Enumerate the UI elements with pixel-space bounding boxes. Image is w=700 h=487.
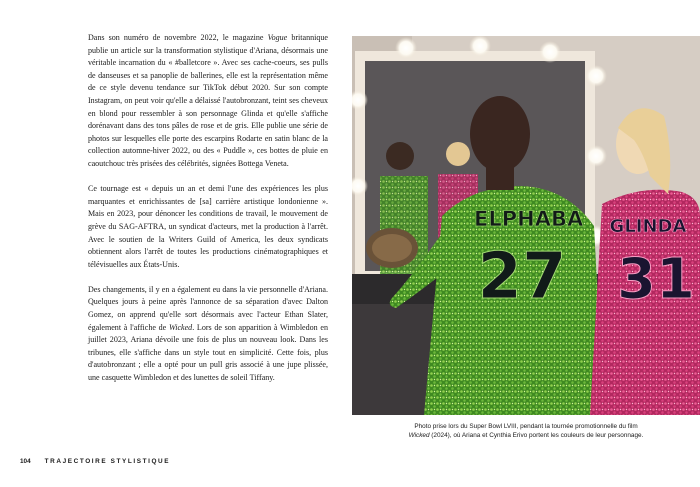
jersey-right-name: GLINDA xyxy=(609,216,687,237)
paragraph-1: Dans son numéro de novembre 2022, le magazine Vogue britannique publie un article sur la transformation stylistique d'Ariana, désormais une véritable incarnation du « #balletcore ». Avec ses cache-coeurs, ses pulls de danseuses et sa panoplie de ballerines, elle est la représentation même de ce style devenu tendance sur TikTok début 2020. Sur son compte Instagram, on peut voir qu'elle a délaissé l'autobronzant, teint ses cheveux en blond pour ressembler à son personnage Glinda et qu'elle s'affiche dorénavant dans des tons pâles de rose et de gris. Elle publie une série de photos sur lesquelles elle porte des escarpins Rodarte en satin blanc de la collection automne-hiver 2022, ou des « Puddle », ces bottes de pluie en caoutchouc très prisées des célébrités, signées Bottega Veneta. xyxy=(88,33,328,168)
caption-line-2 xyxy=(352,431,700,440)
paragraph-2: Ce tournage est « depuis un an et demi l'une des expériences les plus marquantes et enrichissantes de [sa] carrière artistique londonienne ». Mais en 2023, pour dénoncer les conditions de travail, le mouvement de grève du SAG-AFTRA, un syndicat d'acteurs, met la production à l'arrêt. Avec le soutien de la Writers Guild of America, les deux syndicats obtiennent alors l'arrêt de toutes les productions cinématographiques et télévisuelles aux États-Unis. xyxy=(88,184,328,269)
photo-caption xyxy=(352,422,700,441)
jersey-right-number: 31 xyxy=(617,247,695,312)
article-text-column xyxy=(88,32,328,385)
paragraph-3: Des changements, il y en a également eu dans la vie personnelle d'Ariana. Quelques jours à peine après l'annonce de sa séparation d'avec Dalton Gomez, on apprend qu'elle sort désormais avec l'acteur Ethan Slater, également à l'affiche de Wicked. Lors de son apparition à Wimbledon en juillet 2023, Ariana dévoile une fois de plus un nouveau look. Dans les tribunes, elle s'affiche dans un style tout en simplicité. Cette fois, plus d'autobronzant ; elle a opté pour un pull gris associé à une jupe plissée, une casquette Wimbledon et des lunettes de soleil Tiffany. xyxy=(88,284,329,383)
photo-ariana-cynthia xyxy=(352,36,700,415)
page-number: 104 xyxy=(20,458,31,465)
caption-film-title: Wicked xyxy=(408,432,430,440)
jersey-left-name: ELPHABA xyxy=(474,207,584,231)
caption-line-2-rest: (2024), où Ariana et Cynthia Erivo portent les couleurs de leur personnage. xyxy=(429,432,644,440)
running-section-title: TRAJECTOIRE STYLISTIQUE xyxy=(44,458,171,465)
page-footer xyxy=(20,458,170,465)
jersey-left-number: 27 xyxy=(477,240,567,314)
caption-line-1: Photo prise lors du Super Bowl LVIII, pendant la tournée promotionnelle du film xyxy=(414,423,638,430)
